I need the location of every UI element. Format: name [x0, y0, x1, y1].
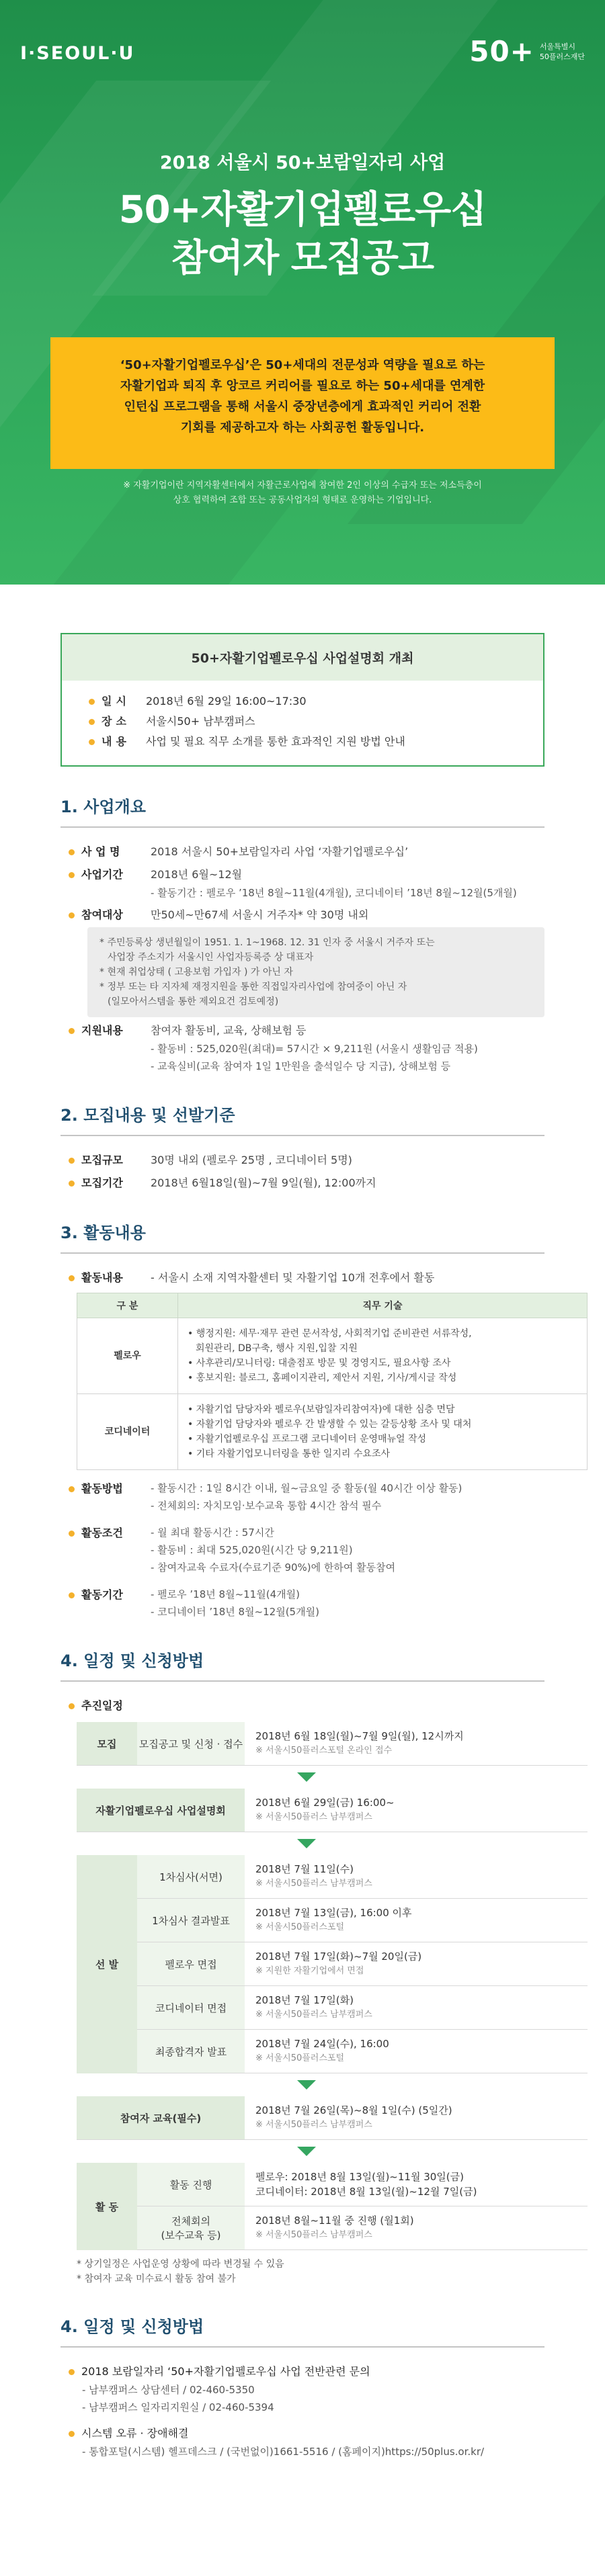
substep-label: 코디네이터 면접 [137, 1986, 245, 2029]
step-value [245, 1722, 588, 1765]
arrow-down-icon [297, 2080, 316, 2090]
bullet-icon [69, 1486, 75, 1492]
hero-banner [0, 0, 605, 585]
step-value [245, 2096, 588, 2139]
briefing-row [89, 712, 516, 732]
bullet-icon [89, 719, 95, 725]
select-substeps [137, 1855, 588, 2073]
row-label: 사업기간 [81, 868, 123, 881]
duty-line: • 기타 자활기업모니터링을 통한 일지리 수요조사 [188, 1449, 390, 1459]
step-note: ※ 서울시50플러스 남부캠퍼스 [255, 1879, 372, 1889]
note-line: * 참여자 교육 미수료시 활동 참여 불가 [77, 2274, 236, 2284]
step-sublabel: 모집공고 및 신청 · 접수 [137, 1722, 245, 1765]
duty-table [77, 1293, 588, 1470]
step-date: 2018년 6월 18일(월)~7월 9일(월), 12시까지 [255, 1730, 464, 1742]
substep [137, 2206, 588, 2250]
step-date: 2018년 7월 17일(화)~7월 20일(금) [255, 1950, 422, 1963]
schedule-step-select [77, 1855, 588, 2073]
main-content [0, 633, 605, 2460]
row-value: 30명 내외 (펠로우 25명 , 코디네이터 5명) [151, 1154, 352, 1166]
hero-title-line2: 참여자 모집공고 [171, 237, 434, 280]
row-value: 만50세~만67세 서울시 거주자* 약 30명 내외 [151, 908, 369, 921]
substep [137, 1986, 588, 2030]
contact-line: - 통합포털(시스템) 헬프데스크 / (국번없이)1661-5516 / (홈페이지)https://50plus.or.kr/ [82, 2446, 485, 2458]
seoul-logo: I·SEOUL·U [20, 43, 135, 64]
step-label: 선 발 [77, 1855, 137, 2073]
row-sub: - 활동기간 : 펠로우 ’18년 8월~11월(4개월), 코디네이터 ’18년 8월~12월(5개월) [151, 887, 517, 899]
overview-name-row [69, 843, 544, 861]
contact-error-row [69, 2424, 544, 2443]
table-cell: 펠로우 [77, 1318, 178, 1394]
row-label: 활동방법 [81, 1482, 123, 1495]
briefing-row [89, 732, 516, 752]
section-title: 4. 일정 및 신청방법 [61, 2313, 544, 2348]
duty-line: • 자활기업 담당자와 펠로우(보람일자리참여자)에 대한 심층 면담 [188, 1404, 455, 1415]
table-cell [178, 1318, 588, 1394]
step-date: 2018년 7월 13일(금), 16:00 이후 [255, 1907, 412, 1919]
briefing-title: 50+자활기업펠로우십 사업설명회 개최 [62, 634, 543, 681]
section-title: 1. 사업개요 [61, 793, 544, 828]
schedule-step [77, 1722, 588, 1766]
bullet-icon [69, 1275, 75, 1281]
row-label: 2018 보람일자리 ‘50+자활기업펠로우십 사업 전반관련 문의 [81, 2365, 370, 2378]
substep-label [137, 2206, 245, 2249]
row-sub: - 펠로우 ’18년 8월~11월(4개월) [151, 1588, 300, 1600]
substep [137, 1942, 588, 1986]
briefing-body [62, 681, 543, 765]
step-note: ※ 서울시50플러스 남부캠퍼스 [255, 2230, 372, 2240]
note-line: 상호 협력하여 조합 또는 공동사업자의 형태로 운영하는 기업입니다. [173, 495, 432, 505]
bullet-icon [69, 1028, 75, 1034]
duty-line: 회원관리, DB구축, 행사 지원,입찰 지원 [196, 1343, 358, 1354]
section-title: 4. 일정 및 신청방법 [61, 1647, 544, 1682]
row-label: 시스템 오류 · 장애해결 [81, 2427, 189, 2440]
substep-value [245, 1899, 588, 1942]
intro-line: 인턴십 프로그램을 통해 서울시 중장년층에게 효과적인 커리어 전환 [124, 400, 481, 414]
row-value: 2018년 6월~12월 [151, 868, 243, 881]
logo-50-text [540, 42, 585, 62]
step-note: ※ 서울시50플러스포털 [255, 2053, 345, 2063]
bullet-icon [89, 699, 95, 705]
step-note: ※ 서울시50플러스 남부캠퍼스 [255, 2120, 372, 2130]
row-sub: - 활동비 : 최대 525,020원(시간 당 9,211원) [151, 1544, 353, 1556]
schedule-step [77, 1789, 588, 1832]
duty-line: • 행정지원: 세무·재무 관련 문서작성, 사회적기업 준비관련 서류작성, [188, 1328, 472, 1339]
note-line: 사업장 주소지가 서울시인 사업자등록증 상 대표자 [108, 952, 314, 963]
substep-label: 1차심사 결과발표 [137, 1899, 245, 1942]
duty-line: • 홍보지원: 블로그, 홈페이지관리, 제안서 지원, 기사/게시글 작성 [188, 1373, 457, 1383]
section-schedule [61, 1647, 544, 2286]
step-label: 참여자 교육(필수) [77, 2096, 245, 2139]
bullet-icon [89, 739, 95, 745]
recruit-period-row [69, 1174, 544, 1193]
substep-value [245, 1986, 588, 2029]
row-label: 내용 [102, 735, 130, 748]
step-label: 활 동 [77, 2163, 137, 2250]
hero-intro-box [50, 337, 555, 469]
row-label: 참여대상 [81, 908, 123, 921]
substep-label: 최종합격자 발표 [137, 2030, 245, 2073]
step-note: ※ 서울시50플러스포털 [255, 1922, 345, 1932]
table-row [77, 1394, 588, 1470]
substep-value [245, 2163, 588, 2206]
overview-support-row [69, 1021, 544, 1075]
substep-label: 1차심사(서면) [137, 1855, 245, 1898]
overview-period-row [69, 865, 544, 902]
bullet-icon [69, 1158, 75, 1164]
row-label: 활동조건 [81, 1527, 123, 1539]
bullet-icon [69, 1703, 75, 1709]
label-line: 전체회의 [171, 2215, 210, 2227]
step-label: 모집 [77, 1722, 137, 1765]
arrow-down-icon [297, 1772, 316, 1782]
step-date: 코디네이터: 2018년 8월 13일(월)~12월 7일(금) [255, 2186, 477, 2198]
activity-substeps [137, 2163, 588, 2250]
row-value: 서울시50+ 남부캠퍼스 [146, 715, 255, 728]
step-value [245, 1789, 588, 1832]
duty-line: • 자활기업펠로우십 프로그램 코디네이터 운영매뉴얼 작성 [188, 1434, 427, 1445]
note-line: (일모아서스템을 통한 제외요건 검토예정) [108, 996, 279, 1007]
substep-value [245, 1855, 588, 1898]
bullet-icon [69, 1592, 75, 1598]
substep-label: 활동 진행 [137, 2163, 245, 2206]
step-date: 2018년 7월 26일(목)~8월 1일(수) (5일간) [255, 2104, 452, 2116]
table-cell: 코디네이터 [77, 1394, 178, 1470]
substep-value [245, 2206, 588, 2249]
intro-line: 기회를 제공하고자 하는 사회공헌 활동입니다. [180, 421, 425, 435]
arrow-down-icon [297, 1839, 316, 1848]
row-value: 2018 서울시 50+보람일자리 사업 ‘자활기업펠로우십’ [151, 845, 409, 858]
schedule-step-activity [77, 2163, 588, 2250]
substep-value [245, 2030, 588, 2073]
row-value: 2018년 6월 29일 16:00~17:30 [146, 695, 307, 707]
note-line: * 현재 취업상태 ( 고용보험 가입자 ) 가 아닌 자 [99, 967, 293, 978]
intro-line: 자활기업과 퇴직 후 앙코르 커리어를 필요로 하는 50+세대를 연계한 [120, 379, 485, 393]
row-sub: - 교육실비(교육 참여자 1일 1만원을 출석일수 당 지급), 상해보험 등 [151, 1060, 451, 1072]
intro-line: ‘50+자활기업펠로우십’은 50+세대의 전문성과 역량을 필요로 하는 [120, 358, 485, 372]
contact-inquiry-row [69, 2362, 544, 2381]
row-sub: - 참여자교육 수료자(수료기준 90%)에 한하여 활동참여 [151, 1561, 396, 1574]
section-activities [61, 1219, 544, 1621]
step-date: 2018년 7월 11일(수) [255, 1863, 354, 1875]
row-label: 활동기간 [81, 1588, 123, 1601]
note-line: * 주민등록상 생년월일이 1951. 1. 1~1968. 12. 31 인자 중 서울시 거주자 또는 [99, 937, 435, 948]
note-line: * 상기일정은 사업운영 상황에 따라 변경될 수 있음 [77, 2259, 284, 2270]
bullet-icon [69, 912, 75, 918]
row-label: 추진일정 [81, 1699, 123, 1712]
row-sub: - 코디네이터 ’18년 8월~12월(5개월) [151, 1606, 319, 1618]
contact-line: - 남부캠퍼스 상담센터 / 02-460-5350 [82, 2384, 255, 2396]
row-label: 사 업 명 [81, 845, 120, 858]
section-overview [61, 793, 544, 1075]
schedule-heading-row [69, 1697, 544, 1715]
table-row [77, 1318, 588, 1394]
step-note: ※ 지원한 자활기업에서 면접 [255, 1966, 364, 1976]
bullet-icon [69, 849, 75, 855]
label-line: (보수교육 등) [161, 2229, 221, 2241]
section-title: 3. 활동내용 [61, 1219, 544, 1254]
section-body [61, 1136, 544, 1193]
step-date: 2018년 6월 29일(금) 16:00~ [255, 1797, 395, 1809]
recruit-scale-row [69, 1151, 544, 1170]
substep [137, 1899, 588, 1942]
table-cell [178, 1394, 588, 1470]
briefing-box [61, 633, 544, 767]
schedule-flow [77, 1722, 588, 2250]
hero-title-line1: 50+자활기업펠로우십 [118, 188, 487, 232]
bullet-icon [69, 1531, 75, 1537]
activity-area-row [69, 1269, 544, 1287]
step-note: ※ 서울시50플러스 남부캠퍼스 [255, 1812, 372, 1822]
section-title: 2. 모집내용 및 선발기준 [61, 1102, 544, 1136]
section-body [61, 828, 544, 1075]
activity-term-row [69, 1586, 544, 1621]
substep [137, 1855, 588, 1899]
step-note: ※ 서울시50플러스 남부캠퍼스 [255, 2010, 372, 2020]
row-label: 지원내용 [81, 1024, 123, 1037]
step-date: 2018년 8월~11월 중 진행 (월1회) [255, 2215, 414, 2227]
substep-label: 펠로우 면접 [137, 1942, 245, 1985]
row-label: 장소 [102, 715, 130, 728]
section-body [61, 1682, 544, 2286]
contact-line: - 남부캠퍼스 일자리지원실 / 02-460-5394 [82, 2401, 274, 2413]
eligibility-note-box [87, 927, 544, 1017]
note-line: * 정부 또는 타 지자체 재정지원을 통한 직접일자리사업에 참여중이 아닌 자 [99, 982, 407, 992]
step-note: ※ 서울시50플러스포털 온라인 접수 [255, 1746, 393, 1756]
substep-value [245, 1942, 588, 1985]
row-value: - 서울시 소재 지역자활센터 및 자활기업 10개 전후에서 활동 [151, 1271, 435, 1284]
activity-condition-row [69, 1524, 544, 1576]
bullet-icon [69, 872, 75, 878]
row-label: 모집규모 [81, 1154, 123, 1166]
row-value: 사업 및 필요 직무 소개를 통한 효과적인 지원 방법 안내 [146, 735, 405, 748]
activity-method-row [69, 1479, 544, 1514]
row-value: 참여자 활동비, 교육, 상해보험 등 [151, 1024, 307, 1037]
hero-footnote [50, 478, 555, 508]
substep [137, 2163, 588, 2206]
row-label: 모집기간 [81, 1176, 123, 1189]
schedule-notes [77, 2257, 544, 2286]
fifty-plus-logo [469, 35, 585, 68]
logo-50-mark: 50+ [469, 35, 534, 68]
row-sub: - 전체회의: 자치모임·보수교육 통합 4시간 참석 필수 [151, 1500, 382, 1512]
overview-target-row [69, 906, 544, 925]
logo-text-1: 서울특별시 [539, 42, 575, 51]
table-header: 구 분 [77, 1293, 178, 1318]
substep [137, 2030, 588, 2073]
duty-line: • 사후관리/모니터링: 대출점포 방문 및 경영지도, 필요사항 조사 [188, 1358, 451, 1369]
briefing-row [89, 691, 516, 712]
hero-subtitle: 2018 서울시 50+보람일자리 사업 [159, 153, 446, 173]
step-date: 2018년 7월 17일(화) [255, 1994, 354, 2006]
note-line: ※ 자활기업이란 지역자활센터에서 자활근로사업에 참여한 2인 이상의 수급자 또는 저소득층이 [123, 480, 482, 490]
section-contact [61, 2313, 544, 2460]
schedule-step [77, 2096, 588, 2140]
arrow-down-icon [297, 2147, 316, 2156]
bullet-icon [69, 1180, 75, 1187]
row-sub: - 활동시간 : 1일 8시간 이내, 월~금요일 중 활동(월 40시간 이상 활동) [151, 1482, 462, 1494]
row-label: 일시 [102, 695, 130, 707]
section-body [61, 2348, 544, 2460]
row-value: 2018년 6월18일(월)~7월 9일(월), 12:00까지 [151, 1176, 376, 1189]
duty-line: • 자활기업 담당자와 펠로우 간 발생할 수 있는 갈등상황 조사 및 대처 [188, 1419, 472, 1430]
step-date: 펠로우: 2018년 8월 13일(월)~11월 30일(금) [255, 2171, 464, 2183]
row-sub: - 월 최대 활동시간 : 57시간 [151, 1527, 274, 1539]
row-label: 활동내용 [81, 1271, 123, 1284]
section-recruit [61, 1102, 544, 1193]
bullet-icon [69, 2369, 75, 2375]
row-sub: - 활동비 : 525,020원(최대)= 57시간 × 9,211원 (서울시 생활임금 적용) [151, 1043, 478, 1055]
step-date: 2018년 7월 24일(수), 16:00 [255, 2038, 389, 2050]
bullet-icon [69, 2431, 75, 2437]
logo-text-2: 50플러스재단 [539, 52, 585, 61]
table-header: 직무 기술 [178, 1293, 588, 1318]
section-body [61, 1254, 544, 1621]
step-label: 자활기업펠로우십 사업설명회 [77, 1789, 245, 1832]
